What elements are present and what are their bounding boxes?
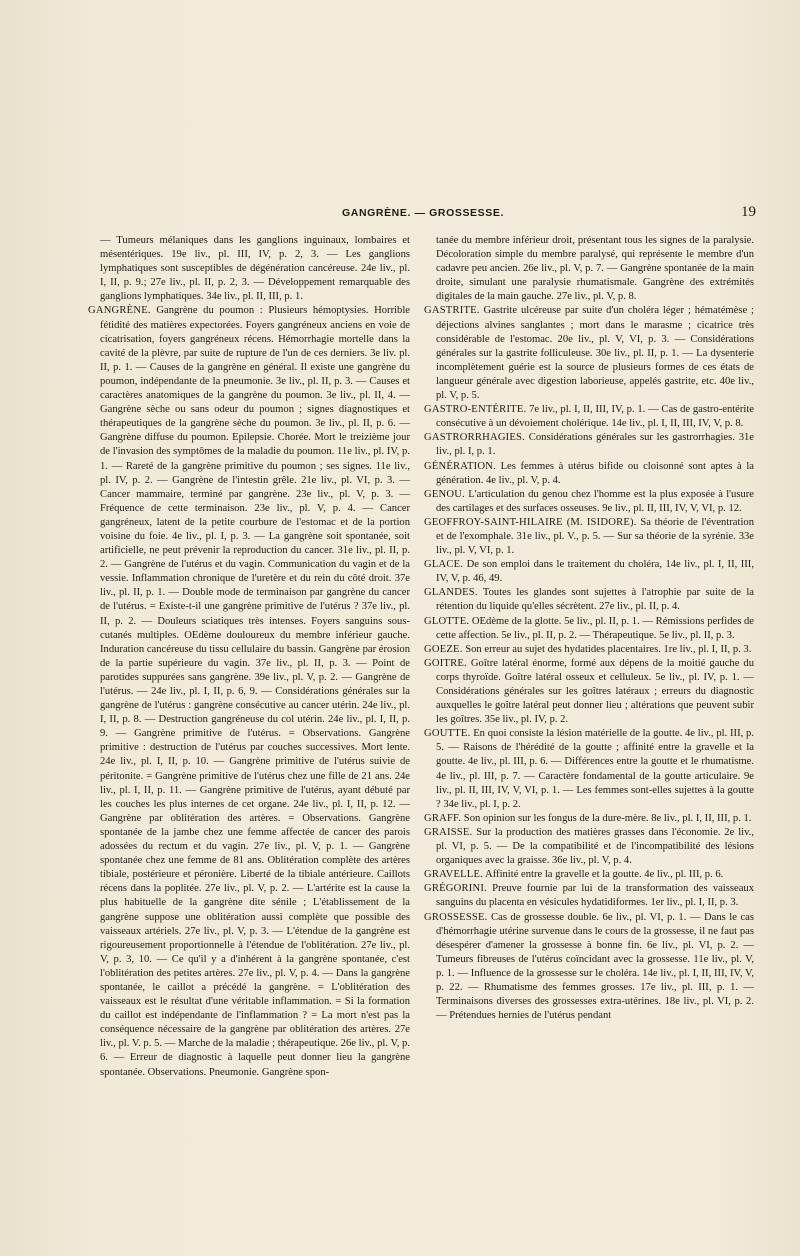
index-entry [88,234,410,304]
entry-text: Preuve fournie par lui de la transformation des vaisseaux sanguins du placenta en vésicules hydatidiformes. 1er liv., pl. I, II, p. 3. [436,883,754,909]
entry-heading: GLACE. [424,559,464,571]
entry-text: Son opinion sur les fongus de la dure-mère. 8e liv., pl. I, II, III, p. 1. [461,812,752,824]
entry-heading: GOUTTE. [424,728,471,740]
entry-text: Cas de grossesse double. 6e liv., pl. VI, p. 1. — Dans le cas d'hémorrhagie utérine survenue dans le cours de la grossesse, il ne faut pas désespérer d'amener la grossesse à bonne fin. 6e liv., pl. VI, p. 2. — Tumeurs fibreuses de l'utérus coïncidant avec la grossesse. 11e liv., pl. V, p. 1. — Influence de la grossesse sur le choléra. 14e liv., pl. I, II, III, IV, V, p. 22. — Rhumatisme des femmes grosses. 17e liv., pl. III, p. 1. — Terminaisons diverses des grossesses extra-utérines. 18e liv., pl. VI, p. 2. — Prétendues hernies de l'utérus pendant [436,911,754,1022]
entry-text: L'articulation du genou chez l'homme est la plus exposée à l'usure des cartilages et des surfaces osseuses. 9e liv., pl. II, III, IV, V, VI, p. 12. [436,488,754,514]
entry-text: Son erreur au sujet des hydatides placentaires. 1re liv., pl. I, II, p. 3. [462,643,752,655]
index-entry [424,304,754,403]
entry-heading: GASTRO-ENTÉRITE. [424,404,527,416]
page-number: 19 [741,204,756,220]
entry-text: Gastrite ulcéreuse par suite d'un choléra léger ; hématémèse ; déjections alvines sanglantes ; mort dans le marasme ; cicatrice très considérable de l'estomac. 20e liv., pl. V, VI, p. 3. — Considérations générales sur la gastrite folliculeuse. 30e liv., pl. II, p. 1. — La dysenterie incomplètement guérie est la source de plusieurs formes de ces états de langueur générale avec digestion laborieuse, appelés gastrite, etc. 40e liv., pl. V, p. 5. [436,305,754,402]
index-entry [424,812,754,826]
entry-text: Gangrène du poumon : Plusieurs hémoptysies. Horrible fétidité des matières expectorées. Foyers gangréneux anciens en voie de cicatrisation, foyers gangréneux récens. Hémorrhagie mortelle dans la cavité de la plèvre, par suite de rupture de l'un de ces derniers. 3e liv. pl. II, p. 1. — Causes de la gangrène en général. Il existe une gangrène du poumon, indépendante de la pneumonie. 3e liv., pl. II, p. 3. — Causes et caractères anatomiques de la gangrène du poumon. 3e liv., pl. II, 4. — Gangrène sèche ou sans odeur du poumon ; signes diagnostiques et thérapeutiques de la gangrène sèche du poumon. 3e liv., pl. II, p. 6. — Gangrène diffuse du poumon. Epilepsie. Chorée. Mort le treizième jour de l'invasion des symptômes de la maladie du poumon. 11e liv., pl. IV, p. 1. — Rareté de la gangrène primitive du poumon ; ses signes. 11e liv., pl. IV, p. 2. — Gangrène de l'intestin grêle. 21e liv., pl. VI, p. 3. — Cancer mammaire, terminé par gangrène. 23e liv., pl. V, p. 3. — Fréquence de cette terminaison. 23e liv., pl. V, p. 4. — Cancer gangréneux, latent de la petite courbure de l'estomac et de la portion voisine du foie. 4e liv., pl. I, p. 3. — La gangrène soit spontanée, soit artificielle, ne peut prévenir la reproduction du cancer. 31e liv., pl. II, p. 2. — Gangrène de l'utérus et du vagin. Communication du vagin et de la vessie. Inflammation chronique de l'uretère et du rein du côté droit. 37e liv., pl. II, p. 1. — Double mode de terminaison par gangrène du cancer de l'utérus. = Existe-t-il une gangrène primitive de l'utérus ? 37e liv., pl. II, p. 2. — Douleurs sciatiques très intenses. Foyers sanguins sous-cutanés multiples. OEdème douloureux du membre inférieur gauche. Induration cancéreuse du tissu cellulaire du bassin. Gangrène par érosion de la partie supérieure du vagin. 37e liv., pl. II, p. 3. — Point de parotides suppurées sans gangrène. 39e liv., pl. V, p. 2. — Gangrène de l'utérus. — 24e liv., pl. I, II, p. 6, 9. — Considérations générales sur la gangrène de l'utérus : gangrène consécutive au cancer utérin. 24e liv., pl. I, II, p. 8. — Destruction gangréneuse du col utérin. 24e liv., pl. I, II, p. 9. — Gangrène primitive de l'utérus. = Observations. Gangrène primitive : destruction de l'utérus par couches successives. Mort lente. 24e liv., pl. I, II, p. 10. — Gangrène primitive de l'utérus suivie de péritonite. = Gangrène primitive de l'utérus chez une fille de 21 ans. 24e liv., pl. I, II, p. 11. — Gangrène primitive de l'utérus, ayant débuté par les couches les plus internes de cet organe. 24e liv., pl. I, II, p. 12. — Gangrène par oblitération des artères. = Observations. Gangrène spontanée de la jambe chez une femme affectée de cancer des parois adossées du rectum et du vagin. 27e liv., pl. V, p. 1. — Gangrène spontanée chez une femme de 81 ans. Oblitération complète des artères tibiale, postérieure et péronière. Liberté de la tibiale antérieure. Caillots récens dans la poplitée. 27e liv., pl. V, p. 2. — L'artérite est la cause la plus habituelle de la gangrène dite sénile ; L'établissement de la gangrène suppose une oblitération aussi complète que possible des vaisseaux artériels. 27e liv., pl. V, p. 3. — L'étendue de la gangrène est rigoureusement proportionnelle à l'étendue de l'oblitération. 27e liv., pl. V, p. 3, 10. — Ce qu'il y a d'inhérent à la gangrène spontanée, c'est l'oblitération des petites artères. 27e liv., pl. V, p. 4. — Dans la gangrène spontanée, le caillot a précédé la gangrène. = L'oblitération des vaisseaux est le résultat d'une véritable inflammation. = Si la formation du caillot est indépendante de l'inflammation ? = La mort n'est pas la conséquence nécessaire de la gangrène par oblitération des artères. 27e liv., pl. V. p. 5. — Marche de la maladie ; thérapeutique. 26e liv., pl. V, p. 6. — Erreur de diagnostic à laquelle peut donner lieu la gangrène spontanée. Observations. Pneumonie. Gangrène spon- [100,305,410,1078]
entry-heading: GOEZE. [424,643,463,655]
index-entry [424,558,754,586]
entry-heading: GOITRE. [424,657,467,669]
entry-text: tanée du membre inférieur droit, présentant tous les signes de la paralysie. Décoloration simple du membre paralysé, qui représente le membre d'un cadavre peu ancien. 26e liv., pl. V, p. 7. — Gangrène spontanée de la main droite, simulant une paralysie rhumatismale. Gangrène des extrémités digitales de la main gauche. 27e liv., pl. V, p. 8. [436,235,754,303]
entry-heading: GANGRÈNE. [88,305,151,317]
entry-heading: GRAFF. [424,812,462,824]
index-entry [424,868,754,882]
entry-text: OEdème de la glotte. 5e liv., pl. II, p. 1. — Rémissions perfides de cette affection. 5e liv., pl. II, p. 2. — Thérapeutique. 5e liv., pl. II, p. 3. [436,615,754,641]
index-entry [424,882,754,910]
entry-text: Affinité entre la gravelle et la goutte. 4e liv., pl. III, p. 6. [482,869,724,881]
index-entry [424,727,754,812]
entry-heading: GLOTTE. [424,615,470,627]
entry-text: En quoi consiste la lésion matérielle de la goutte. 4e liv., pl. III, p. 5. — Raisons de l'hérédité de la goutte ; affinité entre la gravelle et la goutte. 4e liv., pl. III, p. 6. — Différences entre la goutte et le rhumatisme. 4e liv., pl. III, p. 7. — Caractère fondamental de la goutte articulaire. 9e liv., pl. II, III, IV, V, VI, p. 1. — Les femmes sont-elles sujettes à la goutte ? 34e liv., pl. I, p. 2. [436,728,754,810]
index-entry [424,657,754,727]
entry-text: Sur la production des matières grasses dans l'économie. 2e liv., pl. VI, p. 5. — De la compatibilité et de l'incompatibilité des lésions organiques avec la graisse. 36e liv., pl. V, p. 4. [436,826,754,867]
entry-text: De son emploi dans le traitement du choléra, 14e liv., pl. I, II, III, IV, V, p. 46, 49. [436,559,754,585]
entry-heading: GENOU. [424,488,465,500]
entry-heading: GASTRITE. [424,305,480,317]
entry-text: — Tumeurs mélaniques dans les ganglions inguinaux, lombaires et mésentériques. 19e liv., pl. III, IV, p. 2, 3. — Les ganglions lymphatiques sont susceptibles de dégénération cancéreuse. 24e liv., pl. I, II, p. 9.; 27e liv., pl. II, p. 2, 3. — Développement remarquable des ganglions lymphatiques. 34e liv., pl. II, III, p. 1. [100,235,410,303]
index-entry [424,431,754,459]
running-header [88,204,758,227]
index-entry [424,460,754,488]
entry-heading: GASTRORRHAGIES. [424,432,526,444]
index-entry [424,826,754,868]
entry-heading: GRAVELLE. [424,869,483,881]
entry-text: Sa théorie de l'éventration et de l'exomphale. 31e liv., pl. V., p. 5. — Sur sa théorie de la syrénie. 33e liv., pl. V, VI, p. 1. [436,516,754,557]
index-entry [424,234,754,304]
index-entry [424,488,754,516]
entry-heading: GÉNÉRATION. [424,460,496,472]
index-entry [424,586,754,614]
entry-heading: GRAISSE. [424,826,473,838]
entry-heading: GRÉGORINI. [424,883,487,895]
index-entry [88,304,410,1079]
entry-text: Toutes les glandes sont sujettes à l'atrophie par suite de la rétention du liquide qu'elles sécrètent. 27e liv., pl. II, p. 4. [436,587,754,613]
entry-heading: GROSSESSE. [424,911,488,923]
entry-heading: GLANDES. [424,587,478,599]
entry-text: Les femmes à utérus bifide ou cloisonné sont aptes à la génération. 4e liv., pl. V, p. 4. [436,460,754,486]
entry-text: Considérations générales sur les gastrorrhagies. 31e liv., pl. I, p. 1. [436,432,754,458]
index-entry [424,911,754,1024]
running-title: GANGRÈNE. — GROSSESSE. [342,207,504,219]
right-column [424,234,754,1023]
left-column [88,234,410,1080]
index-entry [424,643,754,657]
entry-text: Goître latéral énorme, formé aux dépens de la moitié gauche du corps thyroïde. Goître latéral osseux et celluleux. 5e liv., pl. IV, p. 1. — Considérations générales sur les goîtres latéraux ; erreurs du diagnostic auxquelles le goître latéral peut donner lieu ; altérations que peuvent subir les goîtres. 35e liv., pl. IV, p. 2. [436,657,754,726]
index-entry [424,615,754,643]
entry-heading: GEOFFROY-SAINT-HILAIRE (M. ISIDORE). [424,516,637,528]
entry-text: 7e liv., pl. I, II, III, IV, p. 1. — Cas de gastro-entérite consécutive à un dévoiement cholérique. 14e liv., pl. I, II, III, IV, V, p. 8. [436,404,754,430]
index-entry [424,403,754,431]
index-entry [424,516,754,558]
